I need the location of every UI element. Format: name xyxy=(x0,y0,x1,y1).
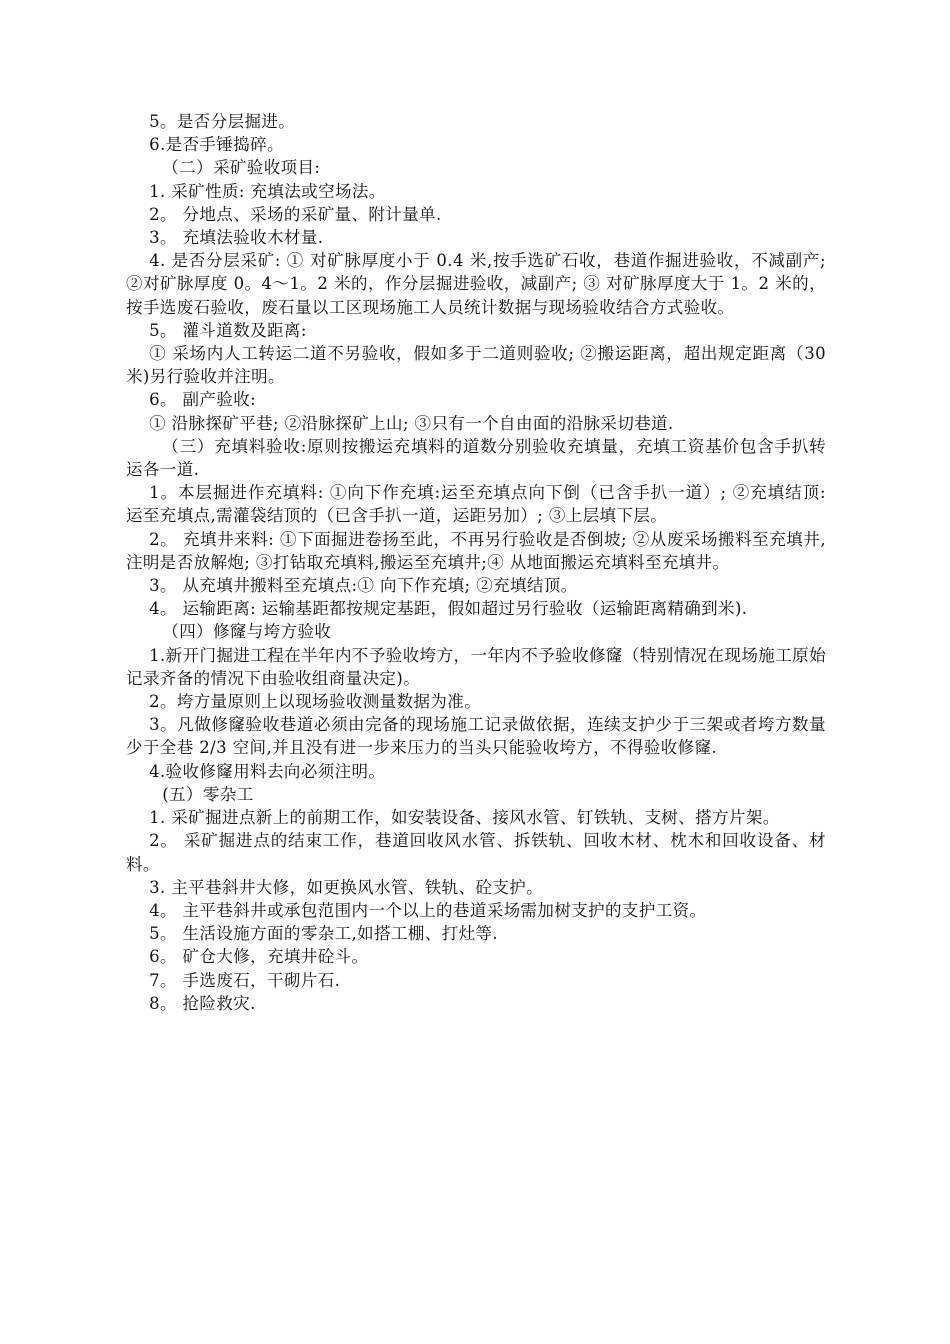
paragraph: 4. 是否分层采矿: ① 对矿脉厚度小于 0.4 米,按手选矿石收，巷道作掘进验收，不减副产; ②对矿脉厚度 0。4～1。2 米的，作分层掘进验收，减副产; ③ 对矿脉厚度大于 1。2 米的，按手选废石验收，废石量以工区现场施工人员统计数据与现场验收结合方式验收。 xyxy=(126,251,826,317)
paragraph: 1. 采矿性质: 充填法或空场法。 xyxy=(149,181,386,201)
paragraph: 5。 灌斗道数及距离: xyxy=(149,320,307,340)
paragraph: 2。垮方量原则上以现场验收测量数据为准。 xyxy=(149,692,482,712)
section-heading: （三）充填料验收:原则按搬运充填料的道数分别验收充填量，充填工资基价包含手扒转运各一道. xyxy=(126,436,826,480)
paragraph: 4。 运输距离: 运输基距都按规定基距，假如超过另行验收（运输距离精确到米). xyxy=(149,599,748,619)
paragraph: 1. 采矿掘进点新上的前期工作，如安装设备、接风水管、钉铁轨、支树、搭方片架。 xyxy=(149,808,780,828)
paragraph: 3。 从充填井搬料至充填点:① 向下作充填; ②充填结顶。 xyxy=(149,576,578,596)
paragraph: 4。 主平巷斜井或承包范围内一个以上的巷道采场需加树支护的支护工资。 xyxy=(149,900,707,920)
paragraph: 3. 主平巷斜井大修，如更换风水管、铁轨、砼支护。 xyxy=(149,877,544,897)
paragraph: ① 沿脉探矿平巷; ②沿脉探矿上山; ③只有一个自由面的沿脉采切巷道. xyxy=(149,413,674,433)
section-heading: （四）修窿与垮方验收 xyxy=(162,622,332,642)
paragraph: 6。 矿仓大修，充填井砼斗。 xyxy=(149,947,369,967)
paragraph: 1.新开门掘进工程在半年内不予验收垮方，一年内不予验收修窿（特别情况在现场施工原始记录齐备的情况下由验收组商量决定)。 xyxy=(126,645,826,688)
paragraph: 1。本层掘进作充填料: ①向下作充填:运至充填点向下倒（已含手扒一道）; ②充填结顶: 运至充填点,需灌袋结顶的（已含手扒一道，运距另加）; ③上层填下层。 xyxy=(126,483,826,526)
paragraph: ① 采场内人工转运二道不另验收，假如多于二道则验收; ②搬运距离，超出规定距离（30 米)另行验收并注明。 xyxy=(126,344,826,387)
paragraph: 5。是否分层掘进。 xyxy=(149,112,296,131)
section-heading: (五）零杂工 xyxy=(162,784,254,804)
paragraph: 7。 手选废石，干砌片石. xyxy=(149,970,341,990)
paragraph: 5。 生活设施方面的零杂工,如搭工棚、打灶等. xyxy=(149,924,499,944)
section-heading: （二）采矿验收项目: xyxy=(162,158,321,178)
paragraph: 2。 充填井来料: ①下面掘进卷扬至此，不再另行验收是否倒坡; ②从废采场搬料至充填井,注明是否放解炮; ③打钻取充填料,搬运至充填井;④ 从地面搬运充填料至充填井。 xyxy=(126,529,826,572)
paragraph: 8。 抢险救灾. xyxy=(149,993,256,1013)
paragraph: 6.是否手锤捣碎。 xyxy=(149,135,284,155)
paragraph: 3。 充填法验收木材量. xyxy=(149,228,324,248)
paragraph: 2。 采矿掘进点的结束工作，巷道回收风水管、拆铁轨、回收木材、枕木和回收设备、材料。 xyxy=(126,831,826,874)
paragraph: 4.验收修窿用料去向必须注明。 xyxy=(149,761,386,781)
paragraph: 3。凡做修窿验收巷道必须由完备的现场施工记录做依据，连续支护少于三架或者垮方数量少于全巷 2/3 空间,并且没有进一步来压力的当头只能验收垮方，不得验收修窿. xyxy=(126,715,826,758)
paragraph: 6。 副产验收: xyxy=(149,390,257,410)
document-body xyxy=(126,110,826,1015)
paragraph: 2。 分地点、采场的采矿量、附计量单. xyxy=(149,204,442,224)
